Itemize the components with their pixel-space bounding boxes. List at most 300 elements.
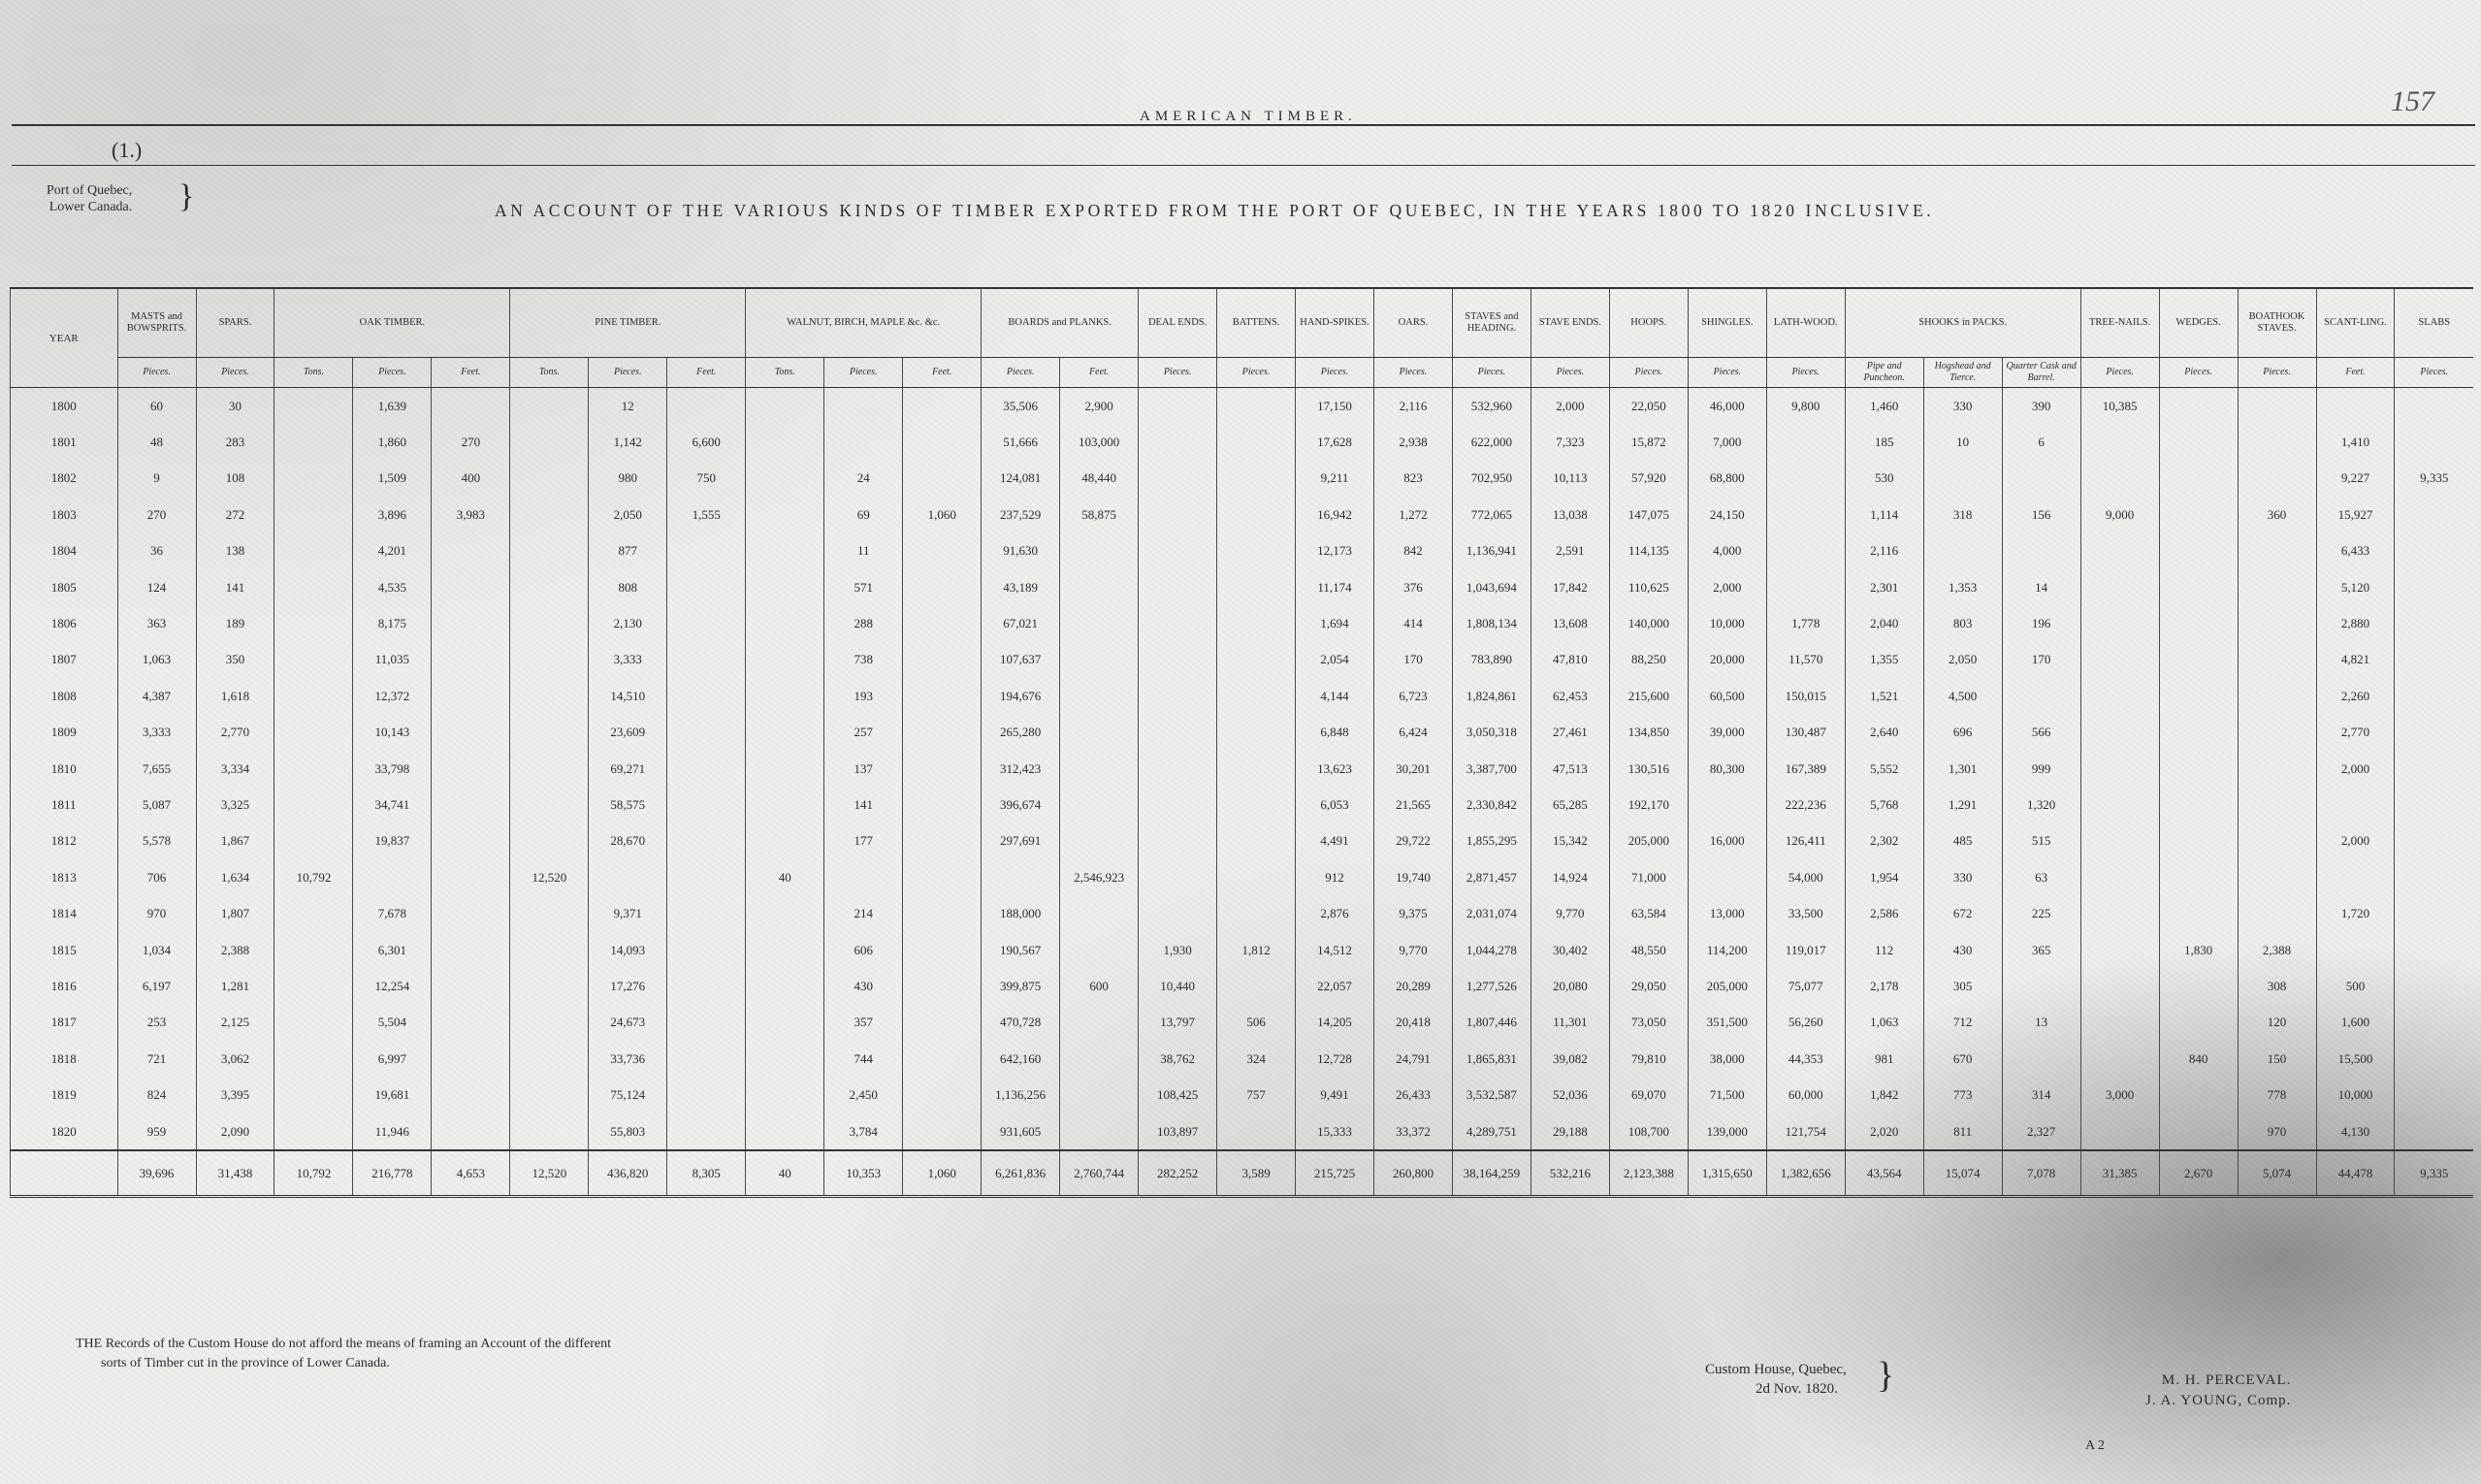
data-cell: 600 [1060, 968, 1139, 1004]
data-cell: 670 [1923, 1041, 2002, 1077]
data-cell: 167,389 [1766, 751, 1845, 787]
data-cell: 308 [2238, 968, 2316, 1004]
unit-header: Feet. [1060, 358, 1139, 388]
data-cell: 571 [824, 569, 903, 605]
data-cell [2238, 642, 2316, 678]
data-cell [903, 678, 982, 714]
data-cell: 2,000 [2316, 751, 2395, 787]
data-cell [2080, 1005, 2159, 1041]
data-cell: 54,000 [1766, 859, 1845, 895]
table-row [11, 968, 2474, 1004]
column-group-header: STAVE ENDS. [1530, 288, 1609, 358]
data-cell [2238, 605, 2316, 641]
data-cell: 396,674 [982, 787, 1060, 823]
data-cell [2159, 787, 2238, 823]
data-cell: 297,691 [982, 823, 1060, 859]
unit-header: Pieces. [2238, 358, 2316, 388]
data-cell: 530 [1845, 461, 1923, 497]
data-cell [1139, 895, 1217, 931]
data-cell [1060, 678, 1139, 714]
data-cell: 1,291 [1923, 787, 2002, 823]
data-cell: 877 [589, 533, 667, 569]
data-cell: 6,197 [117, 968, 196, 1004]
data-cell: 2,640 [1845, 715, 1923, 751]
data-cell: 17,842 [1530, 569, 1609, 605]
data-cell: 33,500 [1766, 895, 1845, 931]
data-cell: 10,440 [1139, 968, 1217, 1004]
data-cell: 40 [746, 859, 824, 895]
unit-header: Pieces. [1139, 358, 1217, 388]
data-cell: 9,000 [2080, 497, 2159, 532]
data-cell: 2,031,074 [1452, 895, 1530, 931]
data-cell: 15,333 [1296, 1113, 1374, 1150]
data-cell: 13 [2002, 1005, 2080, 1041]
data-cell: 108 [196, 461, 274, 497]
data-cell: 11,946 [353, 1113, 432, 1150]
data-cell [2080, 823, 2159, 859]
data-cell [274, 1077, 353, 1113]
data-cell: 33,798 [353, 751, 432, 787]
data-cell: 1,807 [196, 895, 274, 931]
data-cell [2238, 678, 2316, 714]
total-cell [11, 1150, 118, 1197]
data-cell [667, 715, 746, 751]
data-cell: 3,333 [589, 642, 667, 678]
data-cell: 6,424 [1374, 715, 1453, 751]
data-cell: 69,271 [589, 751, 667, 787]
data-cell [274, 678, 353, 714]
data-cell: 5,504 [353, 1005, 432, 1041]
data-cell: 980 [589, 461, 667, 497]
data-cell: 26,433 [1374, 1077, 1453, 1113]
total-cell: 44,478 [2316, 1150, 2395, 1197]
data-cell [432, 678, 510, 714]
data-cell: 189 [196, 605, 274, 641]
table-row [11, 533, 2474, 569]
data-cell: 840 [2159, 1041, 2238, 1077]
data-cell [510, 1077, 589, 1113]
data-cell: 35,506 [982, 388, 1060, 425]
data-cell: 27,461 [1530, 715, 1609, 751]
data-cell: 2,090 [196, 1113, 274, 1150]
data-cell [510, 895, 589, 931]
data-cell [667, 388, 746, 425]
data-cell: 318 [1923, 497, 2002, 532]
data-cell [1217, 895, 1296, 931]
data-cell [2395, 1113, 2473, 1150]
data-cell: 1,114 [1845, 497, 1923, 532]
data-cell [903, 895, 982, 931]
column-group-header: PINE TIMBER. [510, 288, 746, 358]
data-cell: 3,983 [432, 497, 510, 532]
data-cell [1139, 751, 1217, 787]
data-cell [903, 642, 982, 678]
port-label [47, 182, 132, 215]
data-cell [1217, 424, 1296, 460]
data-cell: 1,281 [196, 968, 274, 1004]
total-cell: 532,216 [1530, 1150, 1609, 1197]
data-cell [2395, 424, 2473, 460]
data-cell: 12,728 [1296, 1041, 1374, 1077]
data-cell [1139, 715, 1217, 751]
data-cell [2002, 461, 2080, 497]
unit-header: Pieces. [824, 358, 903, 388]
table-row [11, 823, 2474, 859]
data-cell [1139, 605, 1217, 641]
signatory-1: M. H. PERCEVAL. [2161, 1372, 2292, 1388]
column-group-header: SCANT-LING. [2316, 288, 2395, 358]
data-cell [1766, 461, 1845, 497]
unit-header: Feet. [903, 358, 982, 388]
data-cell [667, 1077, 746, 1113]
data-cell: 20,080 [1530, 968, 1609, 1004]
data-cell: 71,500 [1688, 1077, 1766, 1113]
data-cell: 706 [117, 859, 196, 895]
year-cell: 1802 [11, 461, 118, 497]
data-cell [1139, 533, 1217, 569]
total-cell: 39,696 [117, 1150, 196, 1197]
data-cell: 9,770 [1374, 932, 1453, 968]
data-cell [2159, 968, 2238, 1004]
data-cell: 515 [2002, 823, 2080, 859]
data-cell [1217, 715, 1296, 751]
data-cell: 2,302 [1845, 823, 1923, 859]
year-cell: 1812 [11, 823, 118, 859]
data-cell [2159, 678, 2238, 714]
data-cell: 363 [117, 605, 196, 641]
data-cell [2395, 859, 2473, 895]
data-cell: 58,875 [1060, 497, 1139, 532]
data-cell [1217, 1113, 1296, 1150]
column-group-header: BATTENS. [1217, 288, 1296, 358]
data-cell [1217, 968, 1296, 1004]
data-cell [2238, 424, 2316, 460]
data-cell [2002, 533, 2080, 569]
header-group-row [11, 288, 2474, 358]
data-cell: 71,000 [1609, 859, 1688, 895]
data-cell: 3,050,318 [1452, 715, 1530, 751]
data-cell: 350 [196, 642, 274, 678]
data-cell: 19,740 [1374, 859, 1453, 895]
data-cell: 1,600 [2316, 1005, 2395, 1041]
data-cell [432, 932, 510, 968]
data-cell: 17,628 [1296, 424, 1374, 460]
data-cell: 13,797 [1139, 1005, 1217, 1041]
data-cell: 9,491 [1296, 1077, 1374, 1113]
data-cell: 9,211 [1296, 461, 1374, 497]
data-cell [1923, 533, 2002, 569]
data-cell: 73,050 [1609, 1005, 1688, 1041]
data-cell: 2,000 [1530, 388, 1609, 425]
data-cell: 9,375 [1374, 895, 1453, 931]
data-cell [510, 678, 589, 714]
data-cell: 6 [2002, 424, 2080, 460]
data-cell: 79,810 [1609, 1041, 1688, 1077]
data-cell: 4,144 [1296, 678, 1374, 714]
data-cell [2159, 715, 2238, 751]
table-row [11, 642, 2474, 678]
data-cell: 2,116 [1845, 533, 1923, 569]
data-cell: 15,872 [1609, 424, 1688, 460]
data-cell: 13,000 [1688, 895, 1766, 931]
data-cell: 60,000 [1766, 1077, 1845, 1113]
data-cell: 14,093 [589, 932, 667, 968]
total-cell: 260,800 [1374, 1150, 1453, 1197]
data-cell [667, 751, 746, 787]
data-cell [2159, 1113, 2238, 1150]
data-cell [1217, 497, 1296, 532]
data-cell: 959 [117, 1113, 196, 1150]
data-cell: 7,655 [117, 751, 196, 787]
data-cell [432, 751, 510, 787]
data-cell: 47,513 [1530, 751, 1609, 787]
table-row [11, 1077, 2474, 1113]
data-cell: 532,960 [1452, 388, 1530, 425]
data-cell: 69,070 [1609, 1077, 1688, 1113]
data-cell [2238, 461, 2316, 497]
data-cell [2080, 715, 2159, 751]
data-cell: 43,189 [982, 569, 1060, 605]
data-cell: 20,289 [1374, 968, 1453, 1004]
data-cell: 6,301 [353, 932, 432, 968]
data-cell: 13,038 [1530, 497, 1609, 532]
column-group-header: STAVES and HEADING. [1452, 288, 1530, 358]
data-cell: 58,575 [589, 787, 667, 823]
data-cell [2395, 605, 2473, 641]
data-cell: 137 [824, 751, 903, 787]
data-cell: 842 [1374, 533, 1453, 569]
data-cell [274, 424, 353, 460]
data-cell: 9,371 [589, 895, 667, 931]
data-cell [2238, 859, 2316, 895]
data-cell: 778 [2238, 1077, 2316, 1113]
data-cell: 12,372 [353, 678, 432, 714]
data-cell: 124 [117, 569, 196, 605]
data-cell [510, 497, 589, 532]
data-cell [824, 859, 903, 895]
data-cell [2316, 932, 2395, 968]
column-header-year: YEAR [11, 288, 118, 388]
data-cell [1139, 424, 1217, 460]
data-cell [2080, 751, 2159, 787]
data-cell [667, 895, 746, 931]
data-cell: 7,323 [1530, 424, 1609, 460]
data-cell [903, 932, 982, 968]
data-cell: 3,784 [824, 1113, 903, 1150]
data-cell [1217, 388, 1296, 425]
data-cell: 7,678 [353, 895, 432, 931]
data-cell [274, 461, 353, 497]
data-cell [2395, 968, 2473, 1004]
unit-header: Pieces. [1217, 358, 1296, 388]
date-line: 2d Nov. 1820. [1756, 1381, 1838, 1397]
data-cell: 696 [1923, 715, 2002, 751]
data-cell [2159, 605, 2238, 641]
data-cell: 1,634 [196, 859, 274, 895]
data-cell [1217, 569, 1296, 605]
data-cell: 36 [117, 533, 196, 569]
data-cell [903, 1005, 982, 1041]
data-cell [746, 1005, 824, 1041]
unit-header: Pieces. [196, 358, 274, 388]
unit-header: Pieces. [1688, 358, 1766, 388]
data-cell [667, 642, 746, 678]
data-cell: 55,803 [589, 1113, 667, 1150]
data-cell: 5,552 [1845, 751, 1923, 787]
data-cell [274, 715, 353, 751]
folio: A 2 [2085, 1438, 2105, 1453]
data-cell: 39,082 [1530, 1041, 1609, 1077]
data-cell: 147,075 [1609, 497, 1688, 532]
table-row [11, 424, 2474, 460]
unit-header: Pieces. [1609, 358, 1688, 388]
data-cell: 22,057 [1296, 968, 1374, 1004]
footnote-line-1: THE Records of the Custom House do not afford the means of framing an Account of the different [76, 1337, 611, 1351]
data-cell [274, 533, 353, 569]
table-row [11, 895, 2474, 931]
data-cell [667, 1041, 746, 1077]
data-cell: 305 [1923, 968, 2002, 1004]
total-cell: 1,060 [903, 1150, 982, 1197]
data-cell: 11,035 [353, 642, 432, 678]
data-cell: 30,201 [1374, 751, 1453, 787]
data-cell: 134,850 [1609, 715, 1688, 751]
data-cell: 47,810 [1530, 642, 1609, 678]
data-cell [2238, 388, 2316, 425]
data-cell: 2,546,923 [1060, 859, 1139, 895]
data-cell: 330 [1923, 859, 2002, 895]
data-cell: 4,387 [117, 678, 196, 714]
data-cell: 803 [1923, 605, 2002, 641]
data-cell [2159, 388, 2238, 425]
column-group-header: TREE-NAILS. [2080, 288, 2159, 358]
data-cell: 6,053 [1296, 787, 1374, 823]
data-cell: 744 [824, 1041, 903, 1077]
data-cell: 16,942 [1296, 497, 1374, 532]
data-cell [2395, 1005, 2473, 1041]
data-cell: 17,150 [1296, 388, 1374, 425]
data-cell: 11,301 [1530, 1005, 1609, 1041]
data-cell: 56,260 [1766, 1005, 1845, 1041]
total-cell: 216,778 [353, 1150, 432, 1197]
unit-header: Pieces. [1452, 358, 1530, 388]
data-cell: 430 [1923, 932, 2002, 968]
data-cell: 10 [1923, 424, 2002, 460]
data-cell [1217, 461, 1296, 497]
year-cell: 1815 [11, 932, 118, 968]
unit-header: Pieces. [1530, 358, 1609, 388]
column-group-header: MASTS and BOWSPRITS. [117, 288, 196, 358]
total-cell: 2,123,388 [1609, 1150, 1688, 1197]
data-cell [2080, 533, 2159, 569]
total-cell: 31,385 [2080, 1150, 2159, 1197]
data-cell [667, 823, 746, 859]
year-cell: 1806 [11, 605, 118, 641]
data-cell: 1,355 [1845, 642, 1923, 678]
data-cell: 215,600 [1609, 678, 1688, 714]
unit-header: Pieces. [2080, 358, 2159, 388]
total-cell: 1,382,656 [1766, 1150, 1845, 1197]
data-cell [2238, 533, 2316, 569]
data-cell: 808 [589, 569, 667, 605]
data-cell: 824 [117, 1077, 196, 1113]
data-cell: 103,897 [1139, 1113, 1217, 1150]
data-cell [1217, 533, 1296, 569]
data-cell: 126,411 [1766, 823, 1845, 859]
column-group-header: SHOOKS in PACKS. [1845, 288, 2080, 358]
data-cell [432, 823, 510, 859]
unit-header: Hogshead and Tierce. [1923, 358, 2002, 388]
data-cell: 3,395 [196, 1077, 274, 1113]
data-cell: 4,130 [2316, 1113, 2395, 1150]
unit-header: Feet. [432, 358, 510, 388]
data-cell [2316, 859, 2395, 895]
data-cell [1217, 678, 1296, 714]
data-cell: 46,000 [1688, 388, 1766, 425]
data-cell: 114,200 [1688, 932, 1766, 968]
data-cell: 8,175 [353, 605, 432, 641]
data-cell [746, 751, 824, 787]
data-cell: 13,623 [1296, 751, 1374, 787]
data-cell [746, 388, 824, 425]
data-cell: 330 [1923, 388, 2002, 425]
data-cell [746, 497, 824, 532]
data-cell [746, 605, 824, 641]
data-cell: 121,754 [1766, 1113, 1845, 1150]
data-cell: 357 [824, 1005, 903, 1041]
total-cell: 12,520 [510, 1150, 589, 1197]
unit-header: Feet. [2316, 358, 2395, 388]
table-body [11, 388, 2474, 1197]
data-cell: 2,260 [2316, 678, 2395, 714]
data-cell [1217, 787, 1296, 823]
data-cell [824, 388, 903, 425]
data-cell [1139, 859, 1217, 895]
data-cell: 2,586 [1845, 895, 1923, 931]
data-cell: 270 [117, 497, 196, 532]
data-cell: 124,081 [982, 461, 1060, 497]
data-cell: 2,116 [1374, 388, 1453, 425]
data-cell [510, 823, 589, 859]
data-cell [667, 787, 746, 823]
data-cell: 237,529 [982, 497, 1060, 532]
total-cell: 31,438 [196, 1150, 274, 1197]
data-cell [274, 932, 353, 968]
data-cell [2002, 968, 2080, 1004]
data-cell: 783,890 [1452, 642, 1530, 678]
data-cell: 2,938 [1374, 424, 1453, 460]
data-cell [746, 715, 824, 751]
data-cell [2159, 533, 2238, 569]
data-cell: 970 [117, 895, 196, 931]
data-cell [824, 424, 903, 460]
data-cell [1139, 642, 1217, 678]
data-cell: 9 [117, 461, 196, 497]
data-cell: 324 [1217, 1041, 1296, 1077]
data-cell: 3,325 [196, 787, 274, 823]
data-cell: 38,000 [1688, 1041, 1766, 1077]
data-cell: 253 [117, 1005, 196, 1041]
data-cell: 1,930 [1139, 932, 1217, 968]
total-cell: 7,078 [2002, 1150, 2080, 1197]
data-cell: 1,142 [589, 424, 667, 460]
data-cell [2159, 424, 2238, 460]
data-cell [1060, 751, 1139, 787]
data-cell: 1,867 [196, 823, 274, 859]
total-cell: 38,164,259 [1452, 1150, 1530, 1197]
data-cell: 170 [1374, 642, 1453, 678]
data-cell: 4,535 [353, 569, 432, 605]
